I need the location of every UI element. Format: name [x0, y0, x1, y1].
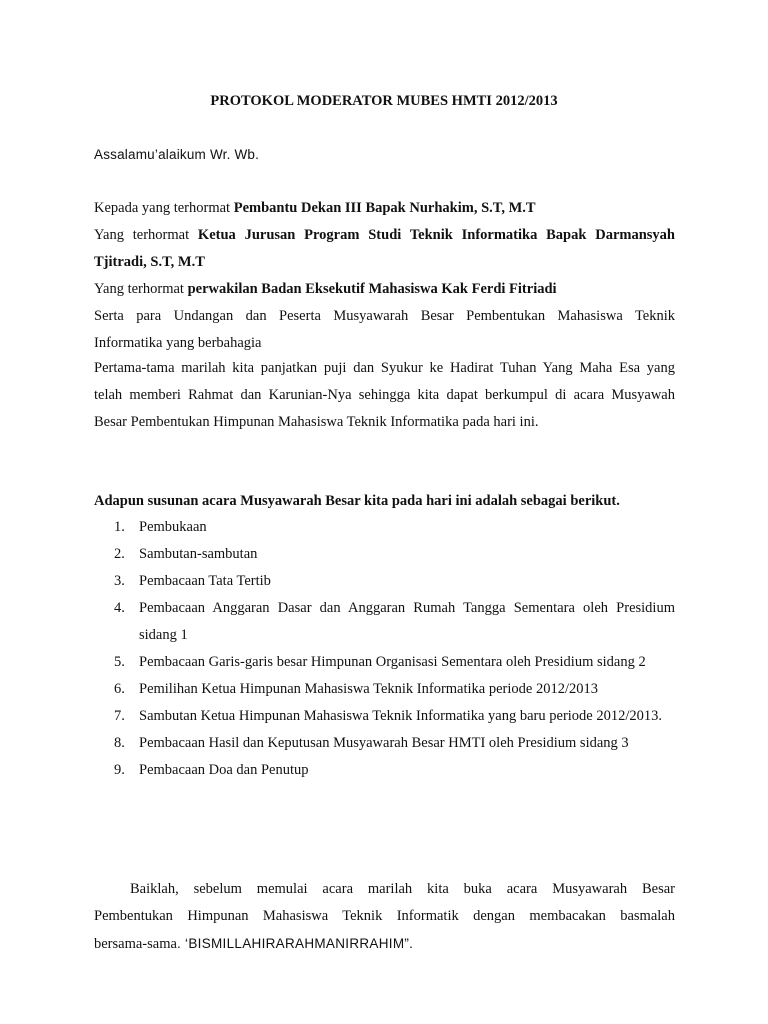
agenda-item-number: 4.	[114, 600, 125, 616]
agenda-item	[114, 730, 675, 757]
agenda-item-text: Pembacaan Tata Tertib	[139, 573, 271, 589]
address-line-2: Yang terhormat Ketua Jurusan Program Studi Teknik Informatika Bapak Darmansyah	[94, 227, 675, 243]
closing-paragraph	[94, 876, 675, 957]
agenda-item-number: 7.	[114, 708, 125, 724]
agenda-item	[114, 757, 675, 784]
closing-line-1: Baiklah, sebelum memulai acara marilah kita buka acara Musyawarah Besar	[130, 881, 675, 897]
opening-line-3: Besar Pembentukan Himpunan Mahasiswa Teknik Informatika pada hari ini.	[94, 414, 539, 430]
opening-line-1: Pertama-tama marilah kita panjatkan puji dan Syukur ke Hadirat Tuhan Yang Maha Esa yang	[94, 360, 675, 376]
agenda-item-number: 9.	[114, 762, 125, 778]
agenda-item	[114, 649, 675, 676]
agenda-item-text: Sambutan Ketua Himpunan Mahasiswa Teknik Informatika yang baru periode 2012/2013.	[139, 708, 663, 724]
address-line-5: Serta para Undangan dan Peserta Musyawarah Besar Pembentukan Mahasiswa Teknik	[94, 308, 675, 324]
agenda-item-text: Pembacaan Doa dan Penutup	[139, 762, 309, 778]
address-line-4: Yang terhormat perwakilan Badan Eksekutif Mahasiswa Kak Ferdi Fitriadi	[94, 281, 557, 297]
greeting: Assalamu’alaikum Wr. Wb.	[94, 147, 260, 162]
address-line-6: Informatika yang berbahagia	[94, 335, 262, 351]
agenda-item-number: 5.	[114, 654, 125, 670]
agenda-item-text: Sambutan-sambutan	[139, 546, 258, 562]
agenda-item	[114, 541, 675, 568]
agenda-item	[114, 703, 675, 730]
agenda-item-text: Pembacaan Garis-garis besar Himpunan Organisasi Sementara oleh Presidium sidang 2	[139, 654, 646, 670]
agenda-item	[114, 568, 675, 595]
closing-line-2: Pembentukan Himpunan Mahasiswa Teknik Informatik dengan membacakan basmalah	[94, 908, 675, 924]
opening-line-2: telah memberi Rahmat dan Karunian-Nya sehingga kita dapat berkumpul di acara Musyawah	[94, 387, 675, 403]
agenda-item-number: 8.	[114, 735, 125, 751]
address-line-3: Tjitradi, S.T, M.T	[94, 254, 205, 270]
closing-line-3: bersama-sama. ‘BISMILLAHIRARAHMANIRRAHIM”.	[94, 936, 414, 952]
agenda-item-number: 1.	[114, 519, 125, 535]
agenda-item-text: Pembacaan Anggaran Dasar dan Anggaran Rumah Tangga Sementara oleh Presidium sidang 1	[139, 600, 675, 643]
agenda-item-text: Pemilihan Ketua Himpunan Mahasiswa Teknik Informatika periode 2012/2013	[139, 681, 598, 697]
address-block	[94, 195, 675, 357]
agenda-item	[114, 514, 675, 541]
agenda-item	[114, 595, 675, 649]
agenda-item-text: Pembacaan Hasil dan Keputusan Musyawarah Besar HMTI oleh Presidium sidang 3	[139, 735, 629, 751]
address-line-1: Kepada yang terhormat Pembantu Dekan III Bapak Nurhakim, S.T, M.T	[94, 200, 536, 216]
agenda-item-number: 6.	[114, 681, 125, 697]
agenda-item-number: 2.	[114, 546, 125, 562]
agenda-item-text: Pembukaan	[139, 519, 207, 535]
document-title: PROTOKOL MODERATOR MUBES HMTI 2012/2013	[210, 93, 558, 109]
agenda-item	[114, 676, 675, 703]
opening-paragraph	[94, 355, 675, 436]
agenda-item-number: 3.	[114, 573, 125, 589]
agenda-list	[114, 514, 675, 784]
agenda-heading: Adapun susunan acara Musyawarah Besar kita pada hari ini adalah sebagai berikut.	[94, 493, 620, 509]
